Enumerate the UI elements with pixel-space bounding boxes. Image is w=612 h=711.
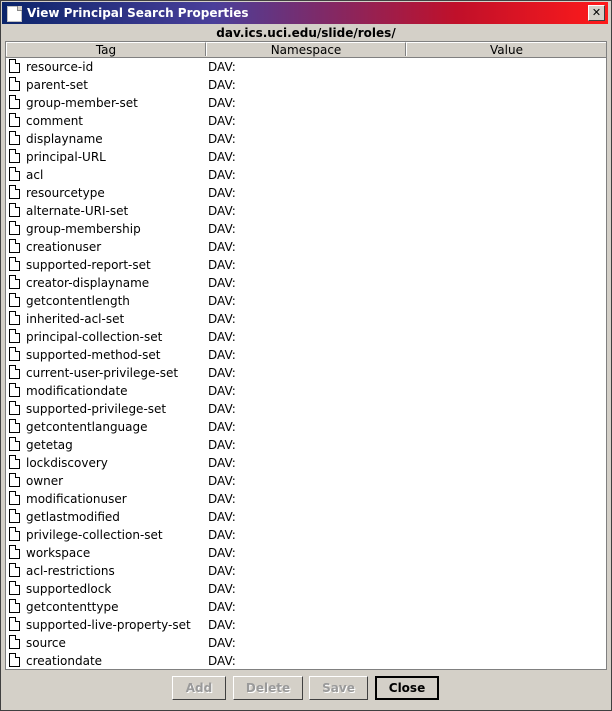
namespace-cell: DAV: <box>208 294 236 308</box>
table-row[interactable] <box>6 112 606 130</box>
tag-cell: displayname <box>26 132 103 146</box>
document-icon <box>9 293 20 307</box>
tag-cell: workspace <box>26 546 91 560</box>
tag-cell: resourcetype <box>26 186 105 200</box>
document-icon <box>9 491 20 505</box>
document-icon <box>9 509 20 523</box>
table-row[interactable] <box>6 184 606 202</box>
document-icon <box>9 131 20 145</box>
namespace-cell: DAV: <box>208 654 236 668</box>
table-row[interactable] <box>6 454 606 472</box>
table-row[interactable] <box>6 562 606 580</box>
document-icon <box>9 185 20 199</box>
document-icon <box>9 527 20 541</box>
namespace-cell: DAV: <box>208 582 236 596</box>
tag-cell: source <box>26 636 66 650</box>
document-icon <box>9 221 20 235</box>
table-row[interactable] <box>6 274 606 292</box>
button-bar <box>1 676 611 702</box>
column-header-tag[interactable]: Tag <box>6 42 206 56</box>
document-icon <box>9 437 20 451</box>
tag-cell: acl <box>26 168 44 182</box>
tag-cell: creationdate <box>26 654 103 668</box>
table-row[interactable] <box>6 436 606 454</box>
document-icon <box>9 239 20 253</box>
namespace-cell: DAV: <box>208 114 236 128</box>
document-icon <box>9 113 20 127</box>
namespace-cell: DAV: <box>208 510 236 524</box>
namespace-cell: DAV: <box>208 240 236 254</box>
table-row[interactable] <box>6 400 606 418</box>
document-icon <box>9 95 20 109</box>
table-row[interactable] <box>6 220 606 238</box>
table-row[interactable] <box>6 382 606 400</box>
tag-cell: supported-report-set <box>26 258 151 272</box>
table-row[interactable] <box>6 652 606 670</box>
document-icon <box>9 635 20 649</box>
namespace-cell: DAV: <box>208 78 236 92</box>
namespace-cell: DAV: <box>208 438 236 452</box>
namespace-cell: DAV: <box>208 384 236 398</box>
tag-cell: owner <box>26 474 64 488</box>
tag-cell: modificationuser <box>26 492 127 506</box>
document-icon <box>9 455 20 469</box>
tag-cell: principal-collection-set <box>26 330 163 344</box>
namespace-cell: DAV: <box>208 618 236 632</box>
tag-cell: creator-displayname <box>26 276 150 290</box>
close-window-button[interactable]: ✕ <box>588 5 605 21</box>
namespace-cell: DAV: <box>208 600 236 614</box>
table-row[interactable] <box>6 310 606 328</box>
table-row[interactable] <box>6 598 606 616</box>
tag-cell: comment <box>26 114 84 128</box>
document-icon <box>9 149 20 163</box>
namespace-cell: DAV: <box>208 276 236 290</box>
add-button[interactable]: Add <box>172 676 226 700</box>
namespace-cell: DAV: <box>208 222 236 236</box>
table-row[interactable] <box>6 292 606 310</box>
namespace-cell: DAV: <box>208 528 236 542</box>
document-icon <box>9 257 20 271</box>
table-row[interactable] <box>6 616 606 634</box>
table-row[interactable] <box>6 418 606 436</box>
tag-cell: getlastmodified <box>26 510 120 524</box>
namespace-cell: DAV: <box>208 636 236 650</box>
document-icon <box>9 347 20 361</box>
document-icon <box>9 419 20 433</box>
tag-cell: supported-method-set <box>26 348 161 362</box>
table-row[interactable] <box>6 364 606 382</box>
tag-cell: group-member-set <box>26 96 138 110</box>
namespace-cell: DAV: <box>208 564 236 578</box>
tag-cell: getcontenttype <box>26 600 119 614</box>
document-icon <box>9 563 20 577</box>
tag-cell: supportedlock <box>26 582 112 596</box>
table-row[interactable] <box>6 508 606 526</box>
document-icon <box>9 311 20 325</box>
tag-cell: acl-restrictions <box>26 564 115 578</box>
namespace-cell: DAV: <box>208 366 236 380</box>
tag-cell: resource-id <box>26 60 94 74</box>
properties-table <box>5 41 607 670</box>
namespace-cell: DAV: <box>208 456 236 470</box>
tag-cell: inherited-acl-set <box>26 312 125 326</box>
delete-button[interactable]: Delete <box>233 676 303 700</box>
document-icon <box>9 599 20 613</box>
document-icon <box>9 617 20 631</box>
tag-cell: modificationdate <box>26 384 128 398</box>
table-row[interactable] <box>6 256 606 274</box>
table-row[interactable] <box>6 328 606 346</box>
namespace-cell: DAV: <box>208 402 236 416</box>
resource-path-label: dav.ics.uci.edu/slide/roles/ <box>216 26 396 40</box>
window-title: View Principal Search Properties <box>27 6 249 20</box>
column-header-namespace[interactable]: Namespace <box>206 42 406 56</box>
document-icon <box>9 59 20 73</box>
tag-cell: current-user-privilege-set <box>26 366 179 380</box>
document-icon <box>9 581 20 595</box>
tag-cell: supported-privilege-set <box>26 402 167 416</box>
table-row[interactable] <box>6 634 606 652</box>
table-row[interactable] <box>6 472 606 490</box>
table-row[interactable] <box>6 526 606 544</box>
table-row[interactable] <box>6 130 606 148</box>
tag-cell: parent-set <box>26 78 89 92</box>
tag-cell: creationuser <box>26 240 102 254</box>
table-row[interactable] <box>6 94 606 112</box>
table-row[interactable] <box>6 580 606 598</box>
title-bar[interactable] <box>2 2 608 24</box>
document-icon <box>9 329 20 343</box>
table-body <box>6 58 606 670</box>
namespace-cell: DAV: <box>208 132 236 146</box>
namespace-cell: DAV: <box>208 420 236 434</box>
namespace-cell: DAV: <box>208 186 236 200</box>
document-icon <box>9 365 20 379</box>
close-button[interactable]: Close <box>375 676 439 700</box>
table-row[interactable] <box>6 166 606 184</box>
document-icon <box>9 203 20 217</box>
tag-cell: alternate-URI-set <box>26 204 129 218</box>
document-icon <box>9 545 20 559</box>
tag-cell: principal-URL <box>26 150 106 164</box>
tag-cell: lockdiscovery <box>26 456 108 470</box>
tag-cell: privilege-collection-set <box>26 528 163 542</box>
table-row[interactable] <box>6 490 606 508</box>
document-icon <box>9 383 20 397</box>
table-row[interactable] <box>6 544 606 562</box>
namespace-cell: DAV: <box>208 330 236 344</box>
document-icon <box>9 167 20 181</box>
namespace-cell: DAV: <box>208 168 236 182</box>
document-icon <box>9 401 20 415</box>
namespace-cell: DAV: <box>208 474 236 488</box>
tag-cell: getcontentlanguage <box>26 420 148 434</box>
namespace-cell: DAV: <box>208 312 236 326</box>
table-row[interactable] <box>6 76 606 94</box>
namespace-cell: DAV: <box>208 150 236 164</box>
table-row[interactable] <box>6 238 606 256</box>
table-row[interactable] <box>6 202 606 220</box>
namespace-cell: DAV: <box>208 546 236 560</box>
namespace-cell: DAV: <box>208 60 236 74</box>
namespace-cell: DAV: <box>208 96 236 110</box>
table-row[interactable] <box>6 148 606 166</box>
namespace-cell: DAV: <box>208 348 236 362</box>
namespace-cell: DAV: <box>208 204 236 218</box>
table-header <box>6 42 606 58</box>
document-icon <box>7 6 22 22</box>
save-button[interactable]: Save <box>309 676 368 700</box>
table-row[interactable] <box>6 58 606 76</box>
document-icon <box>9 275 20 289</box>
document-icon <box>9 653 20 667</box>
column-header-value[interactable]: Value <box>406 42 606 56</box>
document-icon <box>9 473 20 487</box>
namespace-cell: DAV: <box>208 492 236 506</box>
document-icon <box>9 77 20 91</box>
table-row[interactable] <box>6 346 606 364</box>
tag-cell: getcontentlength <box>26 294 130 308</box>
tag-cell: getetag <box>26 438 73 452</box>
tag-cell: supported-live-property-set <box>26 618 191 632</box>
tag-cell: group-membership <box>26 222 141 236</box>
namespace-cell: DAV: <box>208 258 236 272</box>
